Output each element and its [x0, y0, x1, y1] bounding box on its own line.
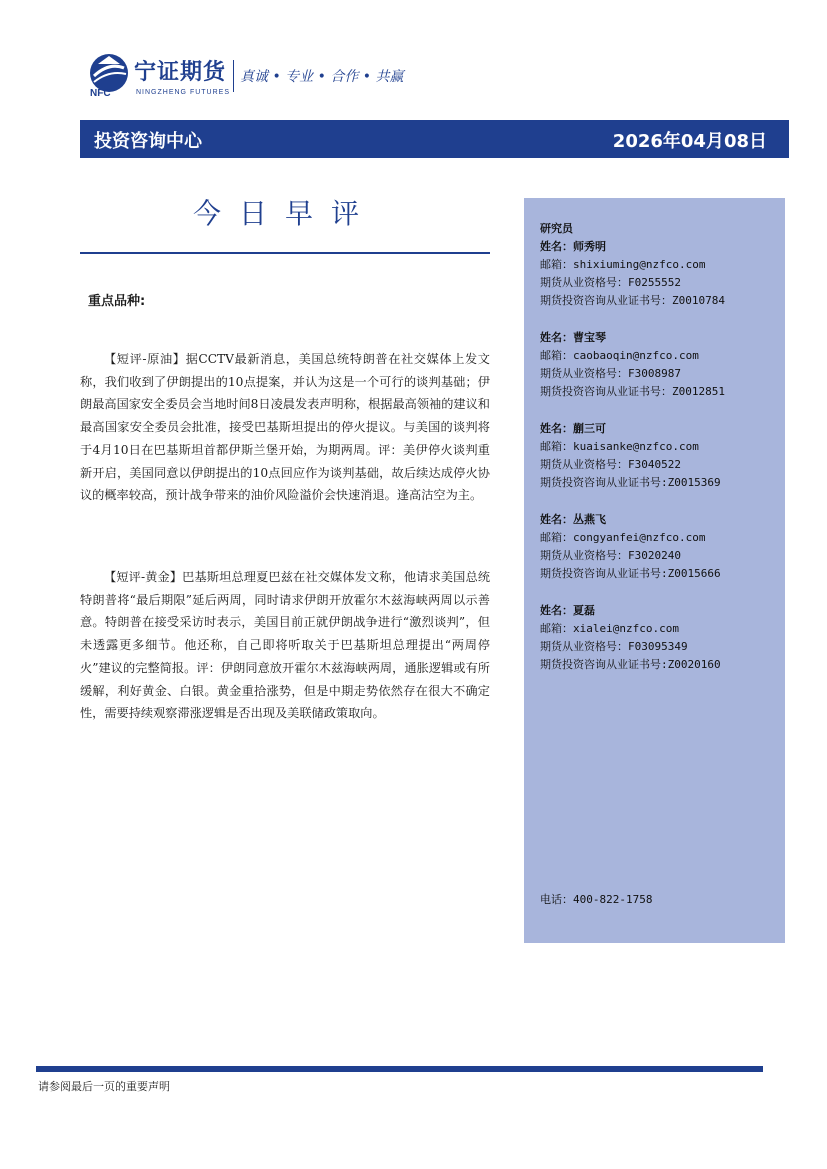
crude-oil-text: 据CCTV最新消息，美国总统特朗普在社交媒体上发文称，我们收到了伊朗提出的10点提案，并认为这是一个可行的谈判基础；伊朗最高国家安全委员会当地时间8日凌晨发表声明称，根据最高领袖的建议和最高国家安全委员会批准，接受巴基斯坦提出的停火提议。与美国的谈判将于4月10日在巴基斯坦首都伊斯兰堡开始，为期两周。评：美伊停火谈判重新开启，美国同意以伊朗提出的10点回应作为谈判基础，故后续达成停火协议的概率较高，预计战争带来的油价风险溢价会快速消退。逢高沽空为主。 — [80, 352, 490, 503]
gold-commentary — [80, 566, 490, 725]
researcher-email: 邮箱：xialei@nzfco.com — [540, 622, 679, 635]
researcher-email: 邮箱：kuaisanke@nzfco.com — [540, 440, 699, 453]
logo-chinese-name: 宁证期货 — [134, 60, 227, 85]
researcher-advisory-cert: 期货投资咨询从业证书号:Z0015666 — [540, 567, 721, 580]
researcher-name: 姓名：夏磊 — [540, 604, 595, 617]
contact-phone: 电话：400-822-1758 — [540, 893, 653, 906]
researcher-name: 姓名：曹宝琴 — [540, 331, 606, 344]
footer-disclaimer-note: 请参阅最后一页的重要声明 — [38, 1080, 170, 1093]
title-divider — [80, 252, 490, 254]
gold-text: 巴基斯坦总理夏巴兹在社交媒体发文称，他请求美国总统特朗普将“最后期限”延后两周，同时请求伊朗开放霍尔木兹海峡两周以示善意。特朗普在接受采访时表示，美国目前正就伊朗战争进行“激烈谈判”，但未透露更多细节。他还称，自己即将听取关于巴基斯坦总理提出“两周停火”建议的完整简报。评：伊朗同意放开霍尔木兹海峡两周，通胀逻辑或有所缓解，利好黄金、白银。黄金重拾涨势，但是中期走势依然存在很大不确定性，需要持续观察滞涨逻辑是否出现及美联储政策取向。 — [80, 570, 491, 721]
header-banner — [80, 120, 789, 158]
page-title: 今日早评 — [192, 197, 377, 230]
researcher-email: 邮箱：caobaoqin@nzfco.com — [540, 349, 699, 362]
logo-english-name: NINGZHENG FUTURES — [136, 89, 230, 96]
researcher-advisory-cert: 期货投资咨询从业证书号：Z0010784 — [540, 294, 725, 307]
researcher-license: 期货从业资格号：F3040522 — [540, 458, 681, 471]
gold-tag: 【短评-黄金】 — [104, 570, 183, 584]
crude-oil-tag: 【短评-原油】 — [104, 352, 186, 366]
crude-oil-commentary — [80, 348, 490, 507]
researcher-license: 期货从业资格号：F3008987 — [540, 367, 681, 380]
researcher-license: 期货从业资格号：F03095349 — [540, 640, 688, 653]
researcher-name: 姓名：丛燕飞 — [540, 513, 606, 526]
key-varieties-label: 重点品种: — [88, 294, 146, 309]
researcher-email: 邮箱：shixiuming@nzfco.com — [540, 258, 706, 271]
sidebar-heading: 研究员 — [540, 222, 573, 235]
logo-divider — [233, 60, 234, 92]
researcher-license: 期货从业资格号：F3020240 — [540, 549, 681, 562]
company-slogan: 真诚 • 专业 • 合作 • 共赢 — [240, 69, 404, 85]
department-name: 投资咨询中心 — [94, 131, 202, 152]
report-date: 2026年04月08日 — [612, 131, 767, 152]
footer-divider — [36, 1066, 763, 1072]
logo-abbreviation: NFC — [90, 88, 111, 99]
researcher-sidebar — [524, 198, 785, 943]
researcher-license: 期货从业资格号：F0255552 — [540, 276, 681, 289]
researcher-name: 姓名：师秀明 — [540, 240, 606, 253]
researcher-advisory-cert: 期货投资咨询从业证书号:Z0020160 — [540, 658, 721, 671]
researcher-advisory-cert: 期货投资咨询从业证书号：Z0012851 — [540, 385, 725, 398]
researcher-advisory-cert: 期货投资咨询从业证书号:Z0015369 — [540, 476, 721, 489]
researcher-email: 邮箱：congyanfei@nzfco.com — [540, 531, 706, 544]
researcher-name: 姓名：蒯三可 — [540, 422, 606, 435]
